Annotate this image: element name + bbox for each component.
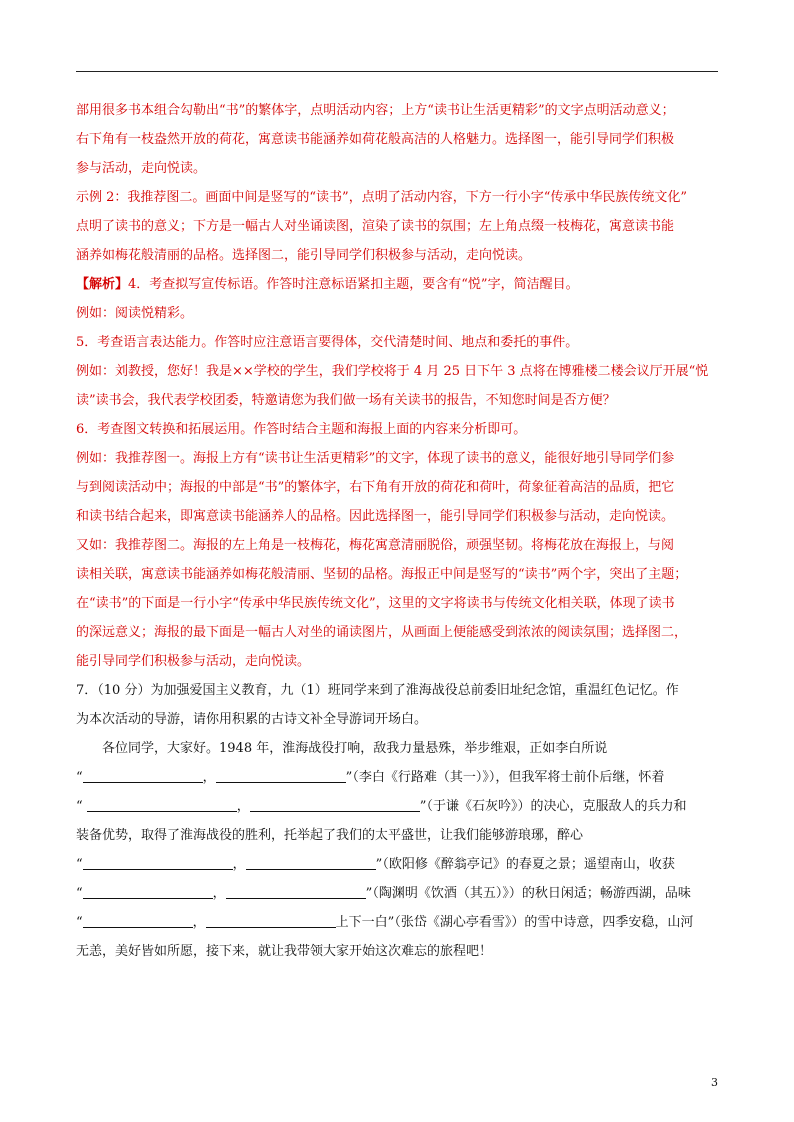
fill-blank[interactable] [83,913,193,928]
question-line: 7．（10 分）为加强爱国主义教育，九（1）班同学来到了淮海战役总前委旧址纪念馆，重温红色记忆。作 [76,683,679,698]
answer-line: 又如：我推荐图二。海报的左上角是一枝梅花，梅花寓意清丽脱俗，顽强坚韧。将梅花放在海报上，与阅 [76,538,675,553]
passage-line: 无恙，美好皆如所愿，接下来，就让我带领大家开始这次难忘的旅程吧！ [76,944,493,959]
passage-line [76,850,718,879]
document-body [76,96,718,966]
fill-blank[interactable] [250,797,420,812]
quote-open: “ [76,770,83,785]
analysis-line [76,270,718,299]
passage-line [76,763,718,792]
page-number: 3 [711,1076,718,1089]
comma: ， [212,886,226,901]
fill-blank[interactable] [83,884,213,899]
fill-blank[interactable] [83,768,203,783]
answer-line: 部用很多书本组合勾勒出“书”的繁体字，点明活动内容；上方“读书让生活更精彩”的文字点明活动意义； [76,103,675,118]
passage-text: ”（欧阳修《醉翁亭记》的春夏之景；遥望南山，收获 [375,857,675,872]
comma: ， [236,799,250,814]
analysis-text: 4．考查拟写宣传标语。作答时注意标语紧扣主题，要含有“悦”字，简洁醒目。 [128,277,579,292]
comma: ， [232,857,246,872]
fill-blank[interactable] [206,913,336,928]
comma: ， [192,915,206,930]
answer-line: 右下角有一枝盎然开放的荷花，寓意读书能涵养如荷花般高洁的人格魅力。选择图一，能引导同学们积极 [76,132,675,147]
passage-line: 各位同学，大家好。1948 年，淮海战役打响，敌我力量悬殊，举步维艰，正如李白所说 [102,741,608,756]
answer-line: 和读书结合起来，即寓意读书能涵养人的品格。因此选择图一，能引导同学们积极参与活动，走向悦读。 [76,509,675,524]
passage-text: ”（李白《行路难（其一）》），但我军将士前仆后继，怀着 [345,770,665,785]
answer-line: 的深远意义；海报的最下面是一幅古人对坐的诵读图片，从画面上便能感受到浓浓的阅读氛围；选择图二， [76,625,688,640]
answer-line: 例如：我推荐图一。海报上方有“读书让生活更精彩”的文字，体现了读书的意义，能很好地引导同学们参 [76,451,675,466]
fill-blank[interactable] [87,797,237,812]
answer-line: 示例 2：我推荐图二。画面中间是竖写的“读书”，点明了活动内容，下方一行小字“传承中华民族传统文化” [76,190,687,205]
fill-blank[interactable] [83,855,233,870]
answer-line: 涵养如梅花般清丽的品格。选择图二，能引导同学们积极参与活动，走向悦读。 [76,248,532,263]
answer-line: 5．考查语言表达能力。作答时应注意语言要得体，交代清楚时间、地点和委托的事件。 [76,335,579,350]
fill-blank[interactable] [246,855,376,870]
fill-blank[interactable] [216,768,346,783]
answer-line: 与到阅读活动中；海报的中部是“书”的繁体字，右下角有开放的荷花和荷叶，荷象征着高洁的品质，把它 [76,480,675,495]
answer-line: 6．考查图文转换和拓展运用。作答时结合主题和海报上面的内容来分析即可。 [76,422,527,437]
quote-open: “ [76,857,83,872]
answer-line: 例如：刘教授，您好！我是××学校的学生，我们学校将于 4 月 25 日下午 3 点将在博雅楼二楼会议厅开展“悦 [76,364,709,379]
passage-text: ”（陶渊明《饮酒（其五）》）的秋日闲适；畅游西湖，品味 [365,886,691,901]
answer-line: 能引导同学们积极参与活动，走向悦读。 [76,654,311,669]
question-line: 为本次活动的导游，请你用积累的古诗文补全导游词开场白。 [76,712,428,727]
passage-text: 上下一白”（张岱《湖心亭看雪》）的雪中诗意，四季安稳，山河 [335,915,694,930]
answer-line: 点明了读书的意义；下方是一幅古人对坐诵读图，渲染了读书的氛围；左上角点缀一枝梅花，寓意读书能 [76,219,675,234]
answer-line: 参与活动，走向悦读。 [76,161,207,176]
quote-open: “ [76,799,87,814]
fill-blank[interactable] [226,884,366,899]
answer-line: 例如：阅读悦精彩。 [76,306,194,321]
quote-open: “ [76,886,83,901]
passage-line [76,879,718,908]
analysis-tag: 【解析】 [76,277,129,292]
header-rule [76,71,718,72]
answer-line: 读”读书会，我代表学校团委，特邀请您为我们做一场有关读书的报告，不知您时间是否方便？ [76,393,616,408]
passage-line: 装备优势，取得了淮海战役的胜利，托举起了我们的太平盛世，让我们能够游琅琊，醉心 [76,828,584,843]
comma: ， [202,770,216,785]
passage-line [76,792,718,821]
answer-line: 读相关联，寓意读书能涵养如梅花般清丽、坚韧的品格。海报正中间是竖写的“读书”两个字，突出了主题； [76,567,688,582]
answer-line: 在“读书”的下面是一行小字“传承中华民族传统文化”，这里的文字将读书与传统文化相关联，体现了读书 [76,596,675,611]
passage-text: ”（于谦《石灰吟》）的决心，克服敌人的兵力和 [419,799,687,814]
passage-line [76,908,718,937]
quote-open: “ [76,915,83,930]
